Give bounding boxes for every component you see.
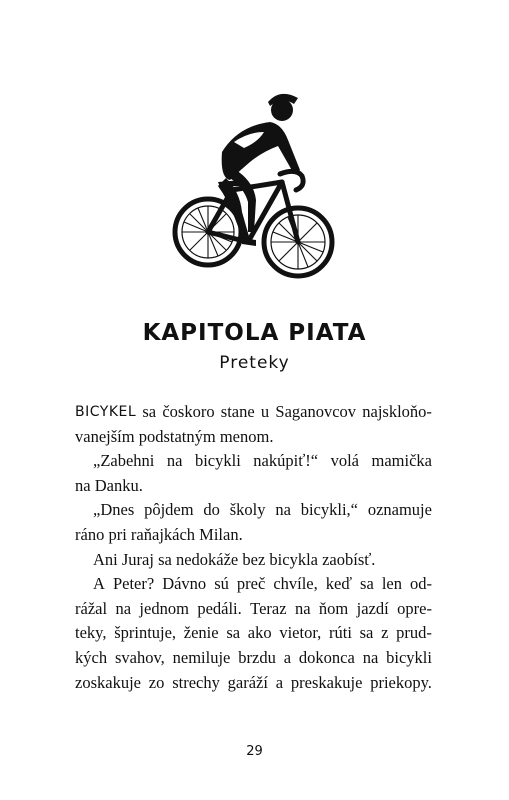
text-line: teky, šprintuje, ženie sa ako vietor, rúti sa z prud- — [75, 623, 432, 643]
lead-word: BICYKEL — [75, 404, 137, 420]
text-line: rážal na jednom pedáli. Teraz na ňom jazdí opre- — [75, 598, 432, 618]
text-line: na Danku. — [75, 475, 143, 495]
text-line: A Peter? Dávno sú preč chvíle, keď sa len od- — [93, 574, 432, 594]
text-line: vanejším podstatným menom. — [75, 426, 274, 446]
text-line: zoskakuje zo strechy garáží a preskakuje priekopy. — [75, 672, 432, 692]
text-line: Ani Juraj sa nedokáže bez bicykla zaobísť. — [93, 549, 376, 569]
text-line: „Dnes pôjdem do školy na bicykli,“ oznamuje — [93, 500, 432, 520]
text-line: ráno pri raňajkách Milan. — [75, 524, 243, 544]
chapter-subtitle: Preteky — [219, 353, 290, 373]
text-line: kých svahov, nemiluje brzdu a dokonca na bicykli — [75, 647, 432, 667]
cyclist-icon — [170, 82, 340, 282]
text-line: „Zabehni na bicykli nakúpiť!“ volá mamička — [93, 451, 432, 471]
chapter-body — [75, 400, 432, 695]
chapter-title: KAPITOLA PIATA — [142, 320, 367, 346]
text-line: BICYKEL sa čoskoro stane u Saganovcov najskloňo- — [75, 400, 432, 425]
page-number: 29 — [246, 744, 263, 759]
